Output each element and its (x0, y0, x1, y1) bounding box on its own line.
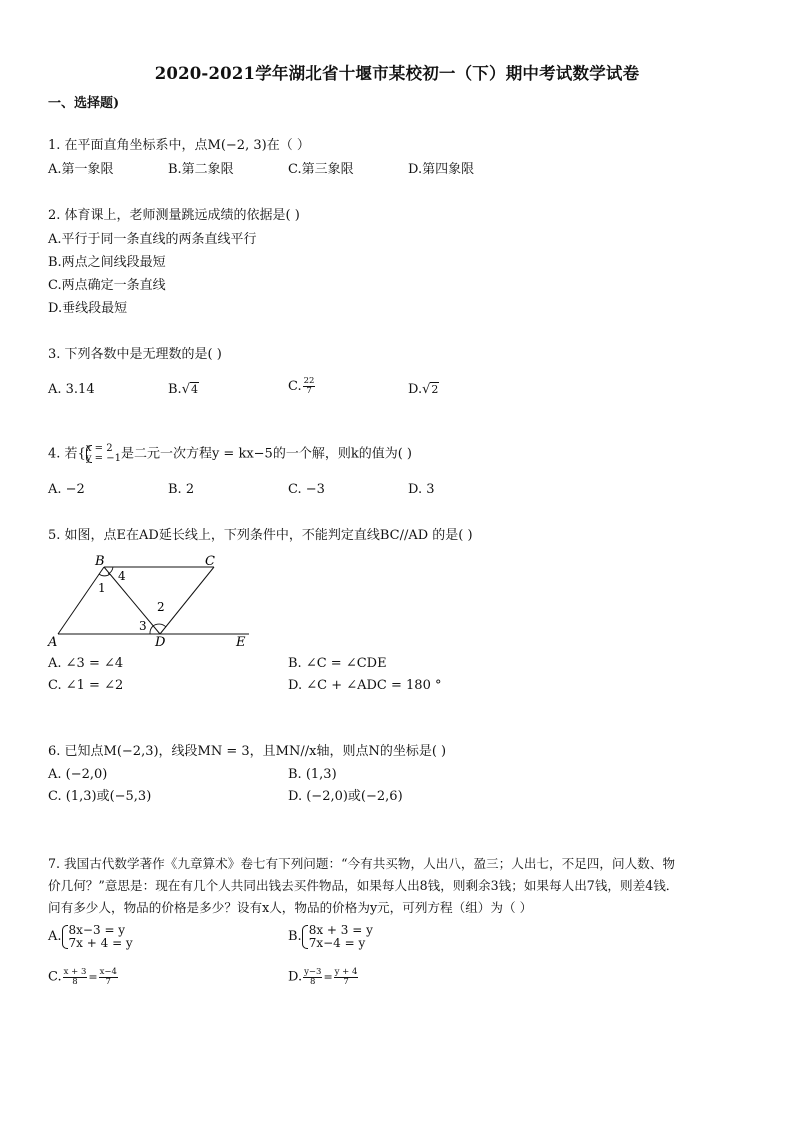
q7-d-den-2: 7 (343, 977, 349, 987)
q1-option-c[interactable]: C.第三象限 (288, 162, 354, 177)
q3-c-denominator: 7 (306, 386, 312, 396)
question-7-line-1: 7. 我国古代数学著作《九章算术》卷七有下列问题：“今有共买物，人出八，盈三；人出七，不足四，问人数、物 (48, 856, 675, 871)
question-7-line-3: 问有多少人，物品的价格是多少？设有x人，物品的价格为y元，可列方程（组）为（ ） (48, 900, 533, 915)
q4-suffix: 是二元一次方程y = kx−5的一个解，则k的值为( ) (120, 446, 412, 462)
q7-b-eq-1: 8x + 3 = y (308, 923, 373, 937)
fraction (334, 968, 359, 987)
q3-b-radicand: 4 (190, 383, 198, 396)
q7-b-eq-2: 7x−4 = y (308, 936, 366, 950)
q4-sys-line-1: x = 2 (85, 443, 113, 454)
q4-option-b[interactable]: B. 2 (168, 482, 195, 497)
label-b: B (95, 554, 105, 569)
equation-system (86, 444, 121, 464)
q3-option-d-label: D. (408, 382, 423, 397)
q7-option-c[interactable] (48, 968, 119, 987)
label-c: C (205, 554, 215, 569)
q7-c-num-1: x + 3 (63, 967, 87, 977)
q3-option-b[interactable] (168, 381, 199, 399)
q4-prefix: 4. 若{ (48, 446, 86, 462)
question-3-stem: 3. 下列各数中是无理数的是( ) (48, 347, 222, 362)
fraction (303, 968, 322, 987)
label-d: D (155, 635, 166, 650)
q1-option-a[interactable]: A.第一象限 (48, 162, 114, 177)
q1-option-b[interactable]: B.第二象限 (168, 162, 234, 177)
q1-option-d[interactable]: D.第四象限 (408, 162, 475, 177)
question-4-stem (48, 444, 412, 464)
segment-ab (58, 567, 104, 634)
geometry-figure (44, 550, 259, 650)
q3-option-c-label: C. (288, 379, 302, 394)
q7-d-num-2: y + 4 (334, 967, 358, 977)
q6-option-a[interactable]: A. (−2,0) (48, 767, 108, 782)
q4-sys-line-2: y = −1 (85, 453, 121, 464)
q7-c-num-2: x−4 (99, 967, 117, 977)
q7-a-eq-2: 7x + 4 = y (68, 936, 133, 950)
q7-option-b-label: B. (288, 929, 302, 944)
segment-cd (160, 567, 214, 634)
question-6-stem: 6. 已知点M(−2,3)，线段MN = 3，且MN//x轴，则点N的坐标是( ) (48, 744, 447, 759)
q2-option-c[interactable]: C.两点确定一条直线 (48, 278, 166, 293)
sqrt-symbol: √2 (422, 382, 439, 397)
angle-3-arc (150, 626, 153, 634)
page-title: 2020-2021学年湖北省十堰市某校初一（下）期中考试数学试卷 (154, 64, 640, 83)
q2-option-d[interactable]: D.垂线段最短 (48, 301, 128, 316)
q5-option-d[interactable]: D. ∠C + ∠ADC = 180 ° (288, 678, 442, 693)
sqrt-symbol: √4 (181, 382, 198, 397)
q5-option-b[interactable]: B. ∠C = ∠CDE (288, 656, 387, 671)
q7-option-b[interactable] (288, 924, 373, 950)
equation-system (302, 924, 373, 950)
q4-option-a[interactable]: A. −2 (48, 482, 85, 497)
q7-a-eq-1: 8x−3 = y (68, 923, 126, 937)
question-1-stem: 1. 在平面直角坐标系中，点M(−2, 3)在（ ） (48, 138, 310, 153)
label-angle-2: 2 (157, 600, 165, 614)
q6-option-c[interactable]: C. (1,3)或(−5,3) (48, 789, 152, 804)
question-2-stem: 2. 体育课上，老师测量跳远成绩的依据是( ) (48, 208, 300, 223)
equals-sign: = (88, 970, 98, 984)
q7-d-num-1: y−3 (304, 967, 322, 977)
label-angle-4: 4 (118, 569, 126, 583)
angle-2-arc (153, 624, 166, 627)
question-7-line-2: 价几何？”意思是：现在有几个人共同出钱去买件物品，如果每人出8钱，则剩余3钱；如果每人出7钱，则差4钱． (48, 878, 679, 893)
q6-option-d[interactable]: D. (−2,0)或(−2,6) (288, 789, 403, 804)
label-a: A (48, 635, 58, 650)
q7-option-c-label: C. (48, 969, 62, 985)
q7-option-a-label: A. (48, 929, 62, 944)
q7-option-d-label: D. (288, 969, 303, 985)
q3-option-c[interactable] (288, 377, 316, 396)
q2-option-a[interactable]: A.平行于同一条直线的两条直线平行 (48, 232, 257, 247)
question-5-stem: 5. 如图，点E在AD延长线上，下列条件中，不能判定直线BC//AD 的是( ) (48, 528, 473, 543)
q6-option-b[interactable]: B. (1,3) (288, 767, 337, 782)
q7-c-den-1: 8 (72, 977, 78, 987)
section-heading: 一、选择题) (48, 96, 120, 111)
q3-option-a[interactable]: A. 3.14 (48, 382, 95, 397)
segment-bd (104, 567, 160, 634)
label-angle-3: 3 (139, 619, 147, 633)
q7-option-d[interactable] (288, 968, 359, 987)
q3-c-numerator: 22 (303, 376, 315, 386)
q5-option-a[interactable]: A. ∠3 = ∠4 (48, 656, 124, 671)
fraction (63, 968, 88, 987)
q4-option-c[interactable]: C. −3 (288, 482, 325, 497)
equation-system (62, 924, 133, 950)
fraction (99, 968, 118, 987)
q4-option-d[interactable]: D. 3 (408, 482, 435, 497)
q5-option-c[interactable]: C. ∠1 = ∠2 (48, 678, 124, 693)
fraction (303, 377, 316, 396)
q7-c-den-2: 7 (105, 977, 111, 987)
label-e: E (236, 635, 246, 650)
equals-sign: = (323, 970, 333, 984)
q7-option-a[interactable] (48, 924, 133, 950)
q2-option-b[interactable]: B.两点之间线段最短 (48, 255, 166, 270)
label-angle-1: 1 (98, 581, 106, 595)
q3-option-d[interactable] (408, 381, 439, 399)
q7-d-den-1: 8 (310, 977, 316, 987)
q3-d-radicand: 2 (431, 383, 439, 396)
q3-option-b-label: B. (168, 382, 182, 397)
